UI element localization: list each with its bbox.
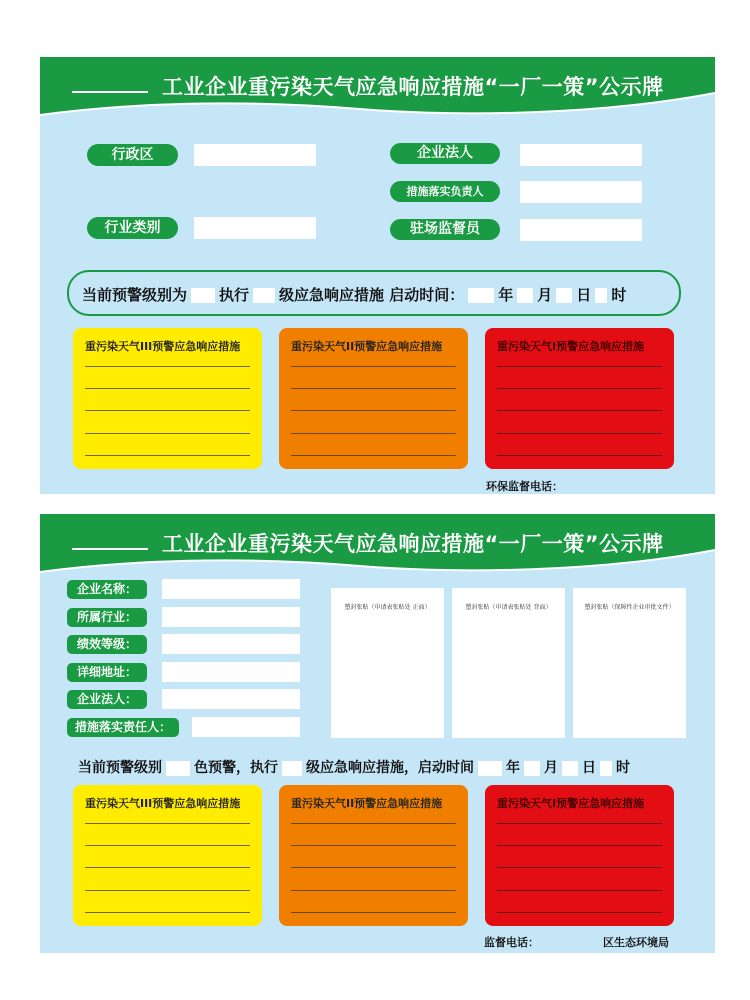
status-month: 月 — [544, 760, 558, 776]
field-legal-person — [162, 689, 300, 709]
doc-slot-label: 塑封张贴（申请表张贴处 背面） — [465, 604, 552, 611]
panel-level-1 — [485, 328, 674, 469]
blank-day — [556, 288, 572, 303]
fill-in-line — [291, 433, 456, 434]
fill-in-line — [291, 455, 456, 456]
blank-hour — [600, 761, 612, 776]
fill-in-line — [497, 823, 662, 824]
doc-slot-label: 塑封张贴（申请表张贴处 正面） — [344, 604, 431, 611]
fill-in-line — [291, 845, 456, 846]
phone-label: 环保监督电话： — [486, 480, 563, 493]
fill-in-line — [85, 410, 250, 411]
phone-label: 监督电话： — [484, 936, 539, 949]
field-responsible — [520, 181, 642, 203]
fill-in-line — [85, 845, 250, 846]
blank-month — [517, 288, 533, 303]
label-district: 行政区 — [87, 144, 178, 166]
panel-level-2 — [279, 785, 468, 926]
fill-in-line — [497, 890, 662, 891]
status-line — [78, 757, 630, 777]
board-header — [40, 514, 715, 584]
fill-in-line — [497, 845, 662, 846]
field-grade — [162, 634, 300, 654]
fill-in-line — [497, 433, 662, 434]
blank-hour — [595, 288, 607, 303]
fill-in-line — [85, 867, 250, 868]
panel-level-1 — [485, 785, 674, 926]
blank-year — [468, 288, 494, 303]
label-legal-person: 企业法人： — [67, 690, 147, 709]
status-text-2: 色预警，执行 — [194, 760, 278, 776]
authority-name: 区生态环境局 — [603, 936, 669, 949]
status-year: 年 — [506, 760, 520, 776]
panel-title: 重污染天气I预警应急响应措施 — [497, 797, 645, 810]
field-company — [162, 579, 300, 599]
blank-color — [166, 761, 190, 776]
label-legal-person: 企业法人 — [390, 143, 500, 164]
status-text-1: 当前预警级别为 — [82, 286, 188, 304]
fill-in-line — [497, 388, 662, 389]
fill-in-line — [85, 366, 250, 367]
fill-in-line — [291, 867, 456, 868]
fill-in-line — [291, 823, 456, 824]
label-supervisor: 驻场监督员 — [390, 219, 500, 240]
field-supervisor — [520, 219, 642, 241]
label-grade: 绩效等级： — [67, 635, 147, 654]
fill-in-line — [85, 455, 250, 456]
status-month: 月 — [537, 286, 553, 304]
board-title: 工业企业重污染天气应急响应措施“一厂一策”公示牌 — [162, 532, 664, 556]
fill-in-line — [291, 890, 456, 891]
blank-day — [562, 761, 578, 776]
fill-in-line — [291, 366, 456, 367]
title-blank-line — [72, 91, 148, 93]
status-line — [82, 284, 626, 305]
status-hour: 时 — [611, 286, 627, 304]
field-legal-person — [520, 144, 642, 166]
blank-level — [191, 288, 215, 303]
status-day: 日 — [576, 286, 592, 304]
blank-year — [478, 761, 502, 776]
status-text-1: 当前预警级别 — [78, 760, 162, 776]
status-text-3: 级应急响应措施 启动时间： — [279, 286, 465, 304]
panel-title: 重污染天气I预警应急响应措施 — [497, 340, 645, 353]
panel-title: 重污染天气II预警应急响应措施 — [291, 797, 443, 810]
board-header — [40, 57, 715, 127]
field-address — [162, 662, 300, 682]
field-industry — [194, 217, 316, 239]
panel-title: 重污染天气III预警应急响应措施 — [85, 797, 241, 810]
fill-in-line — [85, 890, 250, 891]
fill-in-line — [497, 410, 662, 411]
status-text-3: 级应急响应措施，启动时间 — [306, 760, 474, 776]
fill-in-line — [497, 455, 662, 456]
status-year: 年 — [498, 286, 514, 304]
title-blank-line — [72, 548, 148, 550]
fill-in-line — [85, 388, 250, 389]
fill-in-line — [497, 912, 662, 913]
doc-slot-front — [331, 588, 444, 738]
notice-board-2 — [40, 514, 715, 953]
label-address: 详细地址： — [67, 663, 147, 682]
label-responsible: 措施落实责任人： — [67, 718, 179, 737]
panel-level-3 — [73, 785, 262, 926]
panel-title: 重污染天气III预警应急响应措施 — [85, 340, 241, 353]
panel-level-3 — [73, 328, 262, 469]
fill-in-line — [497, 366, 662, 367]
blank-response-level — [253, 288, 275, 303]
label-company: 企业名称： — [67, 580, 147, 599]
status-day: 日 — [582, 760, 596, 776]
board-title: 工业企业重污染天气应急响应措施“一厂一策”公示牌 — [162, 75, 664, 99]
field-responsible — [192, 717, 300, 737]
panel-level-2 — [279, 328, 468, 469]
panel-title: 重污染天气II预警应急响应措施 — [291, 340, 443, 353]
fill-in-line — [85, 433, 250, 434]
fill-in-line — [291, 912, 456, 913]
field-district — [194, 144, 316, 166]
label-industry: 所属行业： — [67, 608, 147, 627]
blank-month — [524, 761, 540, 776]
doc-slot-back — [452, 588, 565, 738]
label-industry: 行业类别 — [87, 217, 178, 239]
field-industry — [162, 607, 300, 627]
fill-in-line — [291, 410, 456, 411]
status-hour: 时 — [616, 760, 630, 776]
doc-slot-label: 塑封张贴（保障性企业审批文件） — [584, 604, 675, 611]
fill-in-line — [85, 823, 250, 824]
blank-response-level — [282, 761, 302, 776]
fill-in-line — [85, 912, 250, 913]
doc-slot-approval — [573, 588, 686, 738]
label-responsible: 措施落实负责人 — [390, 181, 500, 202]
fill-in-line — [291, 388, 456, 389]
notice-board-1 — [40, 57, 715, 494]
status-text-2: 执行 — [219, 286, 250, 304]
fill-in-line — [497, 867, 662, 868]
